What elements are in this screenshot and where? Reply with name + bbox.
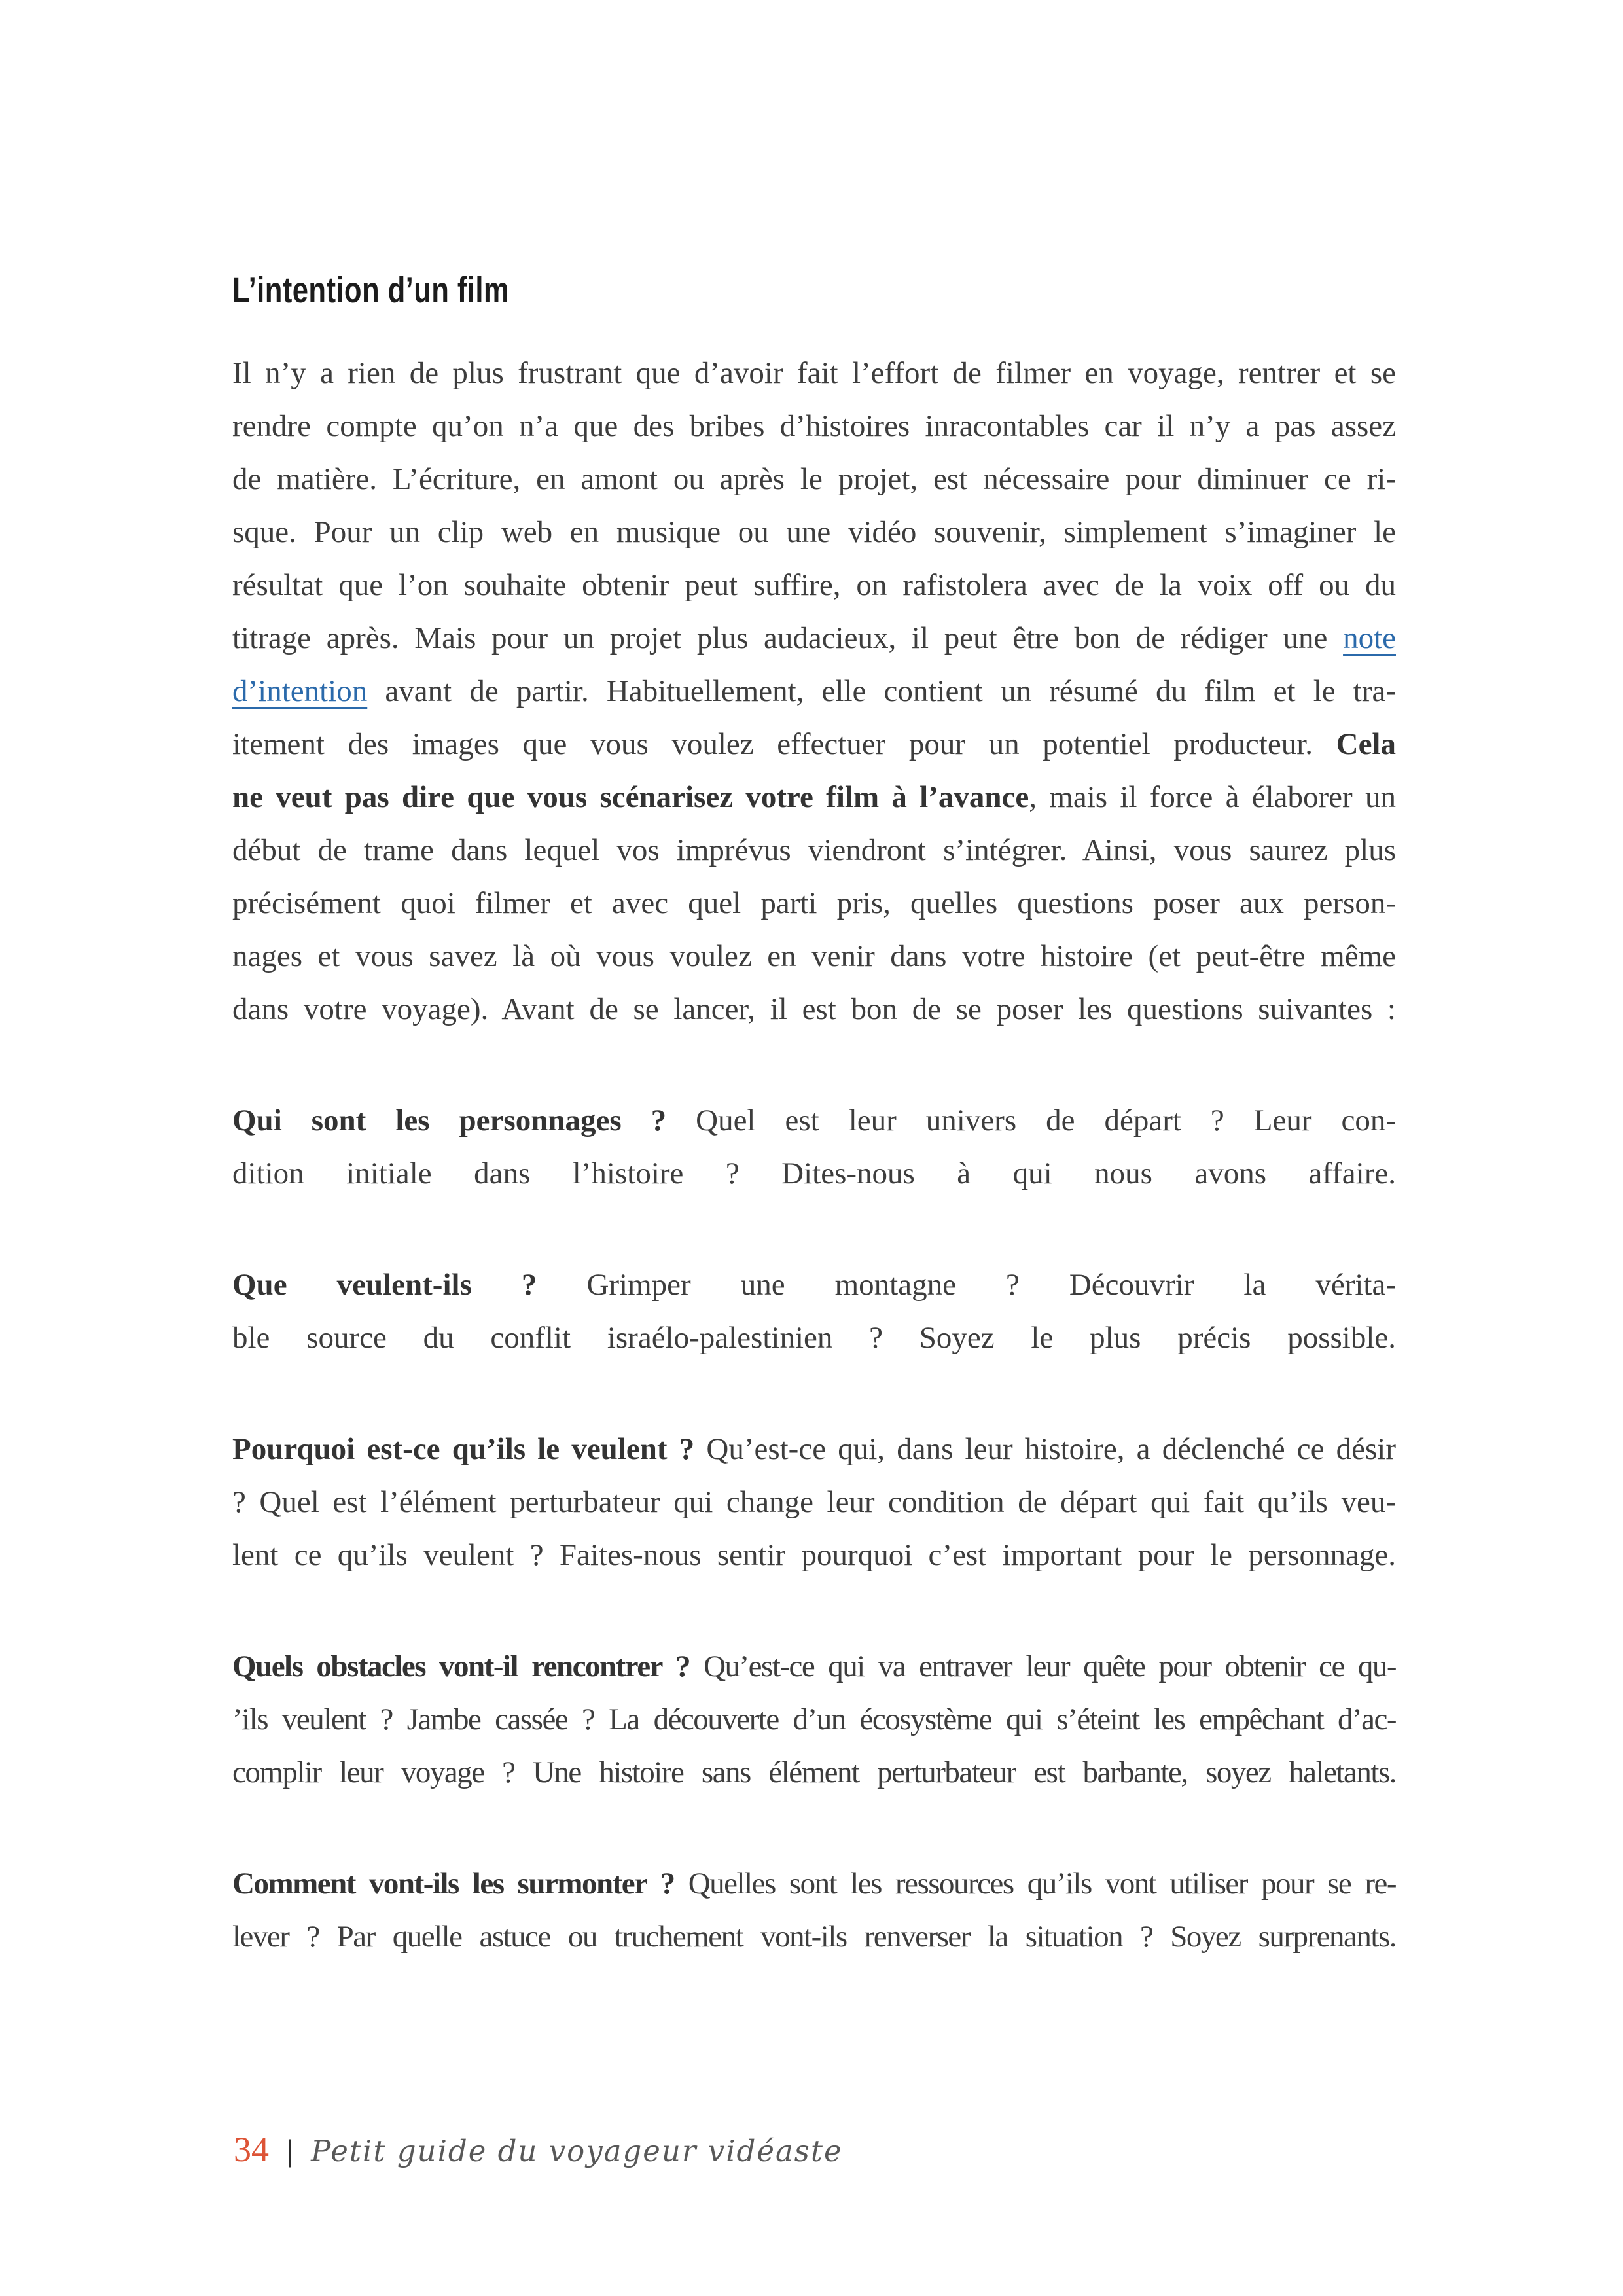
page-footer	[234, 2130, 843, 2169]
text-line	[232, 1312, 1396, 1365]
bold-question-lead: Comment vont-ils les surmonter ?	[232, 1867, 675, 1901]
paragraph-question-obstacles	[232, 1640, 1396, 1799]
text-line	[232, 1147, 1396, 1200]
text-segment: de matière. L’écriture, en amont ou après le projet, est nécessaire pour diminuer ce ri-	[232, 462, 1396, 496]
text-segment: sque. Pour un clip web en musique ou une vidéo souvenir, simplement s’imaginer le	[232, 515, 1396, 549]
text-segment: Quel est leur univers de départ ? Leur con-	[666, 1103, 1396, 1138]
page-number: 34	[234, 2130, 269, 2169]
bold-question-lead: Cela	[1336, 727, 1396, 761]
bold-question-lead: Qui sont les personnages ?	[232, 1103, 667, 1138]
text-line	[232, 506, 1396, 559]
footer-separator: |	[286, 2134, 294, 2168]
text-segment: résultat que l’on souhaite obtenir peut suffire, on rafistolera avec de la voix off ou du	[232, 568, 1396, 602]
text-segment: avant de partir. Habituellement, elle contient un résumé du film et le tra-	[367, 674, 1396, 708]
note-intention-link[interactable]: d’intention	[232, 674, 368, 708]
bold-question-lead: Que veulent-ils ?	[232, 1268, 537, 1302]
text-segment: complir leur voyage ? Une histoire sans élément perturbateur est barbante, soyez haletants.	[232, 1755, 1396, 1789]
text-segment: ? Quel est l’élément perturbateur qui change leur condition de départ qui fait qu’ils veu-	[232, 1485, 1396, 1519]
section-heading-text: L’intention d’un film	[232, 269, 510, 310]
bold-question-lead: ne veut pas dire que vous scénarisez votre film à l’avance	[232, 780, 1029, 814]
bold-question-lead: Quels obstacles vont-il rencontrer ?	[232, 1649, 690, 1683]
text-line	[232, 1259, 1396, 1312]
body-paragraphs	[232, 347, 1396, 1964]
paragraph-question-surmonter	[232, 1857, 1396, 1964]
text-segment: Grimper une montagne ? Découvrir la vérita-	[537, 1268, 1397, 1302]
text-line	[232, 1423, 1396, 1476]
text-segment: , mais il force à élaborer un	[1029, 780, 1396, 814]
text-segment: Quelles sont les ressources qu’ils vont utiliser pour se re-	[674, 1867, 1396, 1901]
text-line	[232, 453, 1396, 506]
text-segment: ble source du conflit israélo-palestinien ? Soyez le plus précis possible.	[232, 1321, 1396, 1355]
text-line	[232, 1746, 1396, 1799]
text-line	[232, 930, 1396, 983]
text-line	[232, 1094, 1396, 1147]
text-line	[232, 612, 1396, 665]
text-line	[232, 400, 1396, 453]
text-line	[232, 1529, 1396, 1582]
text-line	[232, 1640, 1396, 1693]
text-line	[232, 1476, 1396, 1529]
paragraph-question-veulent	[232, 1259, 1396, 1365]
text-segment: Qu’est-ce qui, dans leur histoire, a déclenché ce désir	[694, 1432, 1396, 1466]
text-segment: Qu’est-ce qui va entraver leur quête pour obtenir ce qu-	[690, 1649, 1396, 1683]
text-line	[232, 824, 1396, 877]
text-line	[232, 1910, 1396, 1964]
text-segment: rendre compte qu’on n’a que des bribes d’histoires inracontables car il n’y a pas assez	[232, 409, 1396, 443]
text-segment: Il n’y a rien de plus frustrant que d’avoir fait l’effort de filmer en voyage, rentrer et se	[232, 356, 1396, 390]
page-content	[232, 0, 1396, 1964]
text-segment: dition initiale dans l’histoire ? Dites-nous à qui nous avons affaire.	[232, 1157, 1396, 1191]
bold-question-lead: Pourquoi est-ce qu’ils le veulent ?	[232, 1432, 695, 1466]
book-title: Petit guide du voyageur vidéaste	[310, 2134, 843, 2168]
text-line	[232, 983, 1396, 1036]
text-segment: ’ils veulent ? Jambe cassée ? La découverte d’un écosystème qui s’éteint les empêchant d’ac-	[232, 1702, 1396, 1736]
paragraph-question-pourquoi	[232, 1423, 1396, 1582]
text-segment: début de trame dans lequel vos imprévus viendront s’intégrer. Ainsi, vous saurez plus	[232, 833, 1396, 867]
paragraph-question-personnages	[232, 1094, 1396, 1200]
text-segment: titrage après. Mais pour un projet plus audacieux, il peut être bon de rédiger une	[232, 621, 1344, 655]
text-line	[232, 665, 1396, 718]
note-intention-link[interactable]: note	[1343, 621, 1396, 655]
text-segment: itement des images que vous voulez effectuer pour un potentiel producteur.	[232, 727, 1336, 761]
text-segment: précisément quoi filmer et avec quel parti pris, quelles questions poser aux person-	[232, 886, 1396, 920]
text-segment: lent ce qu’ils veulent ? Faites-nous sentir pourquoi c’est important pour le personnage.	[232, 1538, 1396, 1572]
text-line	[232, 347, 1396, 400]
text-line	[232, 771, 1396, 824]
text-segment: lever ? Par quelle astuce ou truchement vont-ils renverser la situation ? Soyez surprenants.	[232, 1920, 1396, 1954]
text-line	[232, 877, 1396, 930]
text-segment: dans votre voyage). Avant de se lancer, il est bon de se poser les questions suivantes :	[232, 992, 1396, 1026]
text-line	[232, 559, 1396, 612]
text-line	[232, 1857, 1396, 1910]
text-line	[232, 1693, 1396, 1746]
text-segment: nages et vous savez là où vous voulez en venir dans votre histoire (et peut-être même	[232, 939, 1396, 973]
paragraph-intro	[232, 347, 1396, 1036]
section-heading	[232, 270, 1396, 310]
text-line	[232, 718, 1396, 771]
